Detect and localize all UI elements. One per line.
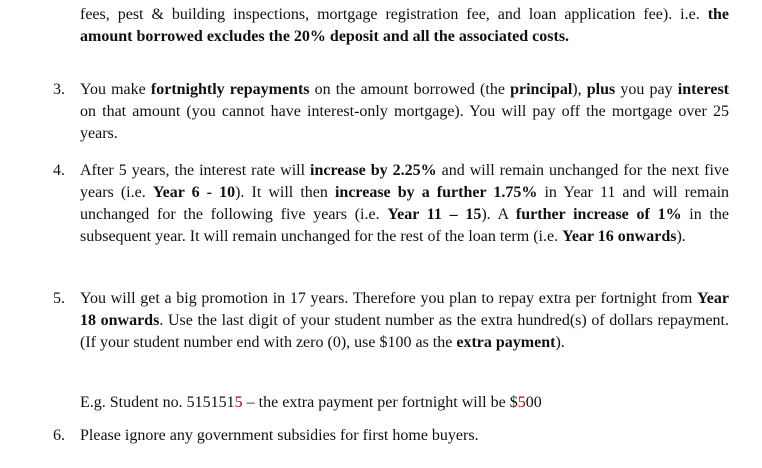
item-4-seg-7: Year 11 – 15 <box>387 206 482 223</box>
item-4-seg-2: and will remain unchanged for the next five years (i.e. <box>80 162 729 201</box>
item-5-seg-3: extra payment <box>456 334 556 351</box>
item-4-seg-0: After 5 years, the interest rate will <box>80 162 311 179</box>
continuation-paragraph <box>80 4 729 48</box>
item-4-seg-3: Year 6 - 10 <box>152 184 236 201</box>
item-4-seg-10: in the subsequent year. It will remain unchanged for the rest of the loan term (i.e. <box>80 206 730 245</box>
item-5-seg-2: . Use the last digit of your student number as the extra hundred(s) of dollars repayment. (If your student number end with zero (0), use $100 as the <box>80 312 729 351</box>
continuation-line: fees, pest & building inspections, mortgage registration fee, and loan application fee). i.e. <box>80 6 700 23</box>
continuation-bold-line: the amount borrowed excludes the 20% deposit and all the associated costs. <box>80 6 730 45</box>
item-4-seg-5: increase by a further 1.75% <box>334 184 538 201</box>
item-3-seg-8: on that amount (you cannot have interest-only mortgage). You will pay off the mortgage over 25 years. <box>80 103 729 142</box>
item-4-seg-9: further increase of 1% <box>515 206 682 223</box>
list-item-4 <box>80 160 729 248</box>
list-number-3: 3. <box>53 81 65 98</box>
item-4-seg-4: ). It will then <box>235 184 335 201</box>
item-4-seg-8: ). A <box>481 206 516 223</box>
example-amount-red: 5 <box>517 394 526 411</box>
item-4-seg-12: ). <box>676 228 686 245</box>
item-4-seg-11: Year 16 onwards <box>562 228 677 245</box>
example-amount-rest: 00 <box>525 394 542 411</box>
example-mid: – the extra payment per fortnight will be $ <box>242 394 518 411</box>
item-5-seg-4: ). <box>555 334 565 351</box>
item-3-seg-0: You make <box>80 81 151 98</box>
item-4-seg-6: in Year 11 and will remain unchanged for the following five years (i.e. <box>80 184 730 223</box>
item-3-seg-7: interest <box>677 81 730 98</box>
list-number-4: 4. <box>53 162 65 179</box>
list-number-6: 6. <box>53 427 65 444</box>
item-5-seg-1: Year 18 onwards <box>80 290 729 329</box>
item-3-seg-6: you pay <box>615 81 678 98</box>
example-red-digit: 5 <box>234 394 243 411</box>
list-item-6 <box>80 425 729 447</box>
list-item-3 <box>80 79 729 145</box>
item-3-seg-4: ), <box>572 81 587 98</box>
item-3-seg-3: principal <box>510 81 573 98</box>
item-3-seg-1: fortnightly repayments <box>150 81 310 98</box>
item-5-seg-0: You will get a big promotion in 17 years. Therefore you plan to repay extra per fortnight from <box>80 290 698 307</box>
item-4-seg-1: increase by 2.25% <box>310 162 437 179</box>
example-line <box>80 392 729 414</box>
list-item-5 <box>80 288 729 354</box>
example-prefix: E.g. Student no. 515151 <box>80 394 235 411</box>
item-6-text: Please ignore any government subsidies for first home buyers. <box>80 427 479 444</box>
item-3-seg-5: plus <box>586 81 616 98</box>
item-3-seg-2: on the amount borrowed (the <box>309 81 511 98</box>
list-number-5: 5. <box>53 290 65 307</box>
